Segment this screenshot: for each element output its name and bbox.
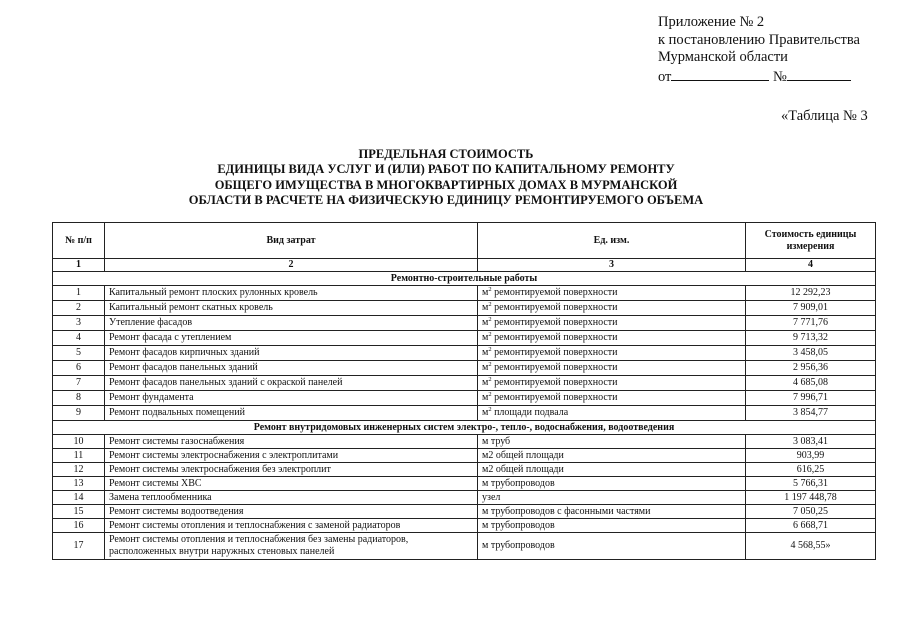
title-line-1: ПРЕДЕЛЬНАЯ СТОИМОСТЬ: [358, 147, 534, 161]
row-number: 4: [53, 331, 105, 346]
unit-cost: 3 458,05: [746, 346, 876, 361]
column-number-row: [53, 259, 876, 272]
work-type: Ремонт системы отопления и теплоснабжения без замены радиаторов, расположенных внутри наружных стеновых панелей: [105, 533, 478, 560]
work-type: Ремонт системы ХВС: [105, 477, 478, 491]
section-title: Ремонтно-строительные работы: [53, 272, 876, 286]
row-number: 10: [53, 435, 105, 449]
annex-block: [658, 14, 860, 86]
row-number: 17: [53, 533, 105, 560]
header-name: Вид затрат: [105, 223, 478, 259]
work-type: Замена теплообменника: [105, 491, 478, 505]
unit-text: ремонтируемой поверхности: [491, 347, 618, 358]
unit-cell: [478, 519, 746, 533]
unit-superscript: 2: [488, 391, 492, 398]
table-header-row: [53, 223, 876, 259]
table-row: [53, 316, 876, 331]
table-body: [53, 272, 876, 560]
column-number: 4: [746, 259, 876, 272]
work-type: Ремонт фасадов панельных зданий: [105, 361, 478, 376]
unit-cell: [478, 449, 746, 463]
unit-prefix: м: [482, 392, 489, 403]
row-number: 2: [53, 301, 105, 316]
work-type: Ремонт фасадов панельных зданий с окраской панелей: [105, 376, 478, 391]
unit-cost: 7 771,76: [746, 316, 876, 331]
row-number: 16: [53, 519, 105, 533]
row-number: 8: [53, 391, 105, 406]
unit-prefix: м: [482, 302, 489, 313]
work-type: Ремонт подвальных помещений: [105, 406, 478, 421]
row-number: 9: [53, 406, 105, 421]
table-row: [53, 491, 876, 505]
unit-cell: [478, 477, 746, 491]
unit-cell: [478, 391, 746, 406]
work-type: Ремонт фасада с утеплением: [105, 331, 478, 346]
table-row: [53, 449, 876, 463]
unit-cost: 7 050,25: [746, 505, 876, 519]
table-row: [53, 505, 876, 519]
table-row: [53, 301, 876, 316]
unit-cell: [478, 491, 746, 505]
work-type: Капитальный ремонт скатных кровель: [105, 301, 478, 316]
unit-text: ремонтируемой поверхности: [491, 392, 618, 403]
table-row: [53, 286, 876, 301]
table-row: [53, 406, 876, 421]
column-number: 1: [53, 259, 105, 272]
table-row: [53, 533, 876, 560]
unit-cell: [478, 505, 746, 519]
unit-cell: [478, 406, 746, 421]
unit-superscript: 2: [488, 361, 492, 368]
annex-from-label: от: [658, 68, 672, 85]
date-blank-line: [671, 67, 769, 81]
unit-cell: [478, 361, 746, 376]
row-number: 14: [53, 491, 105, 505]
table-row: [53, 435, 876, 449]
unit-text: узел: [482, 491, 501, 503]
unit-cell: [478, 533, 746, 560]
unit-text: ремонтируемой поверхности: [491, 317, 618, 328]
unit-text: м труб: [482, 435, 511, 447]
unit-prefix: м: [482, 362, 489, 373]
unit-text: м трубопроводов: [482, 519, 555, 531]
unit-prefix: м: [482, 407, 489, 418]
unit-text: ремонтируемой поверхности: [491, 362, 618, 373]
unit-cost: 3 854,77: [746, 406, 876, 421]
unit-cell: [478, 331, 746, 346]
unit-cost: 7 996,71: [746, 391, 876, 406]
unit-text: ремонтируемой поверхности: [491, 332, 618, 343]
unit-prefix: м: [482, 347, 489, 358]
unit-text: м2 общей площади: [482, 463, 564, 475]
annex-line-2: к постановлению Правительства: [658, 31, 860, 48]
work-type: Ремонт системы электроснабжения без электроплит: [105, 463, 478, 477]
row-number: 13: [53, 477, 105, 491]
row-number: 5: [53, 346, 105, 361]
unit-cost: 4 568,55»: [746, 533, 876, 560]
unit-cost: 3 083,41: [746, 435, 876, 449]
work-type: Ремонт системы электроснабжения с электроплитами: [105, 449, 478, 463]
unit-prefix: м: [482, 377, 489, 388]
unit-cell: [478, 286, 746, 301]
row-number: 1: [53, 286, 105, 301]
unit-superscript: 2: [488, 301, 492, 308]
row-number: 12: [53, 463, 105, 477]
unit-cost: 4 685,08: [746, 376, 876, 391]
unit-cell: [478, 435, 746, 449]
unit-cost: 12 292,23: [746, 286, 876, 301]
unit-cell: [478, 376, 746, 391]
unit-cost: 5 766,31: [746, 477, 876, 491]
work-type: Ремонт фасадов кирпичных зданий: [105, 346, 478, 361]
table-row: [53, 376, 876, 391]
unit-text: ремонтируемой поверхности: [491, 287, 618, 298]
work-type: Ремонт фундамента: [105, 391, 478, 406]
unit-cost: 9 713,32: [746, 331, 876, 346]
table-row: [53, 519, 876, 533]
table-reference: «Таблица № 3: [781, 108, 868, 124]
work-type: Ремонт системы газоснабжения: [105, 435, 478, 449]
unit-cost: 1 197 448,78: [746, 491, 876, 505]
unit-text: площади подвала: [491, 407, 569, 418]
row-number: 7: [53, 376, 105, 391]
unit-cell: [478, 463, 746, 477]
number-blank-line: [787, 67, 851, 81]
header-unit: Ед. изм.: [478, 223, 746, 259]
unit-superscript: 2: [488, 286, 492, 293]
document-title: [100, 147, 792, 209]
table-row: [53, 361, 876, 376]
unit-cell: [478, 301, 746, 316]
section-header-row: [53, 421, 876, 435]
unit-text: ремонтируемой поверхности: [491, 302, 618, 313]
header-num: № п/п: [53, 223, 105, 259]
header-cost: Стоимость единицы измерения: [746, 223, 876, 259]
section-title: Ремонт внутридомовых инженерных систем электро-, тепло-, водоснабжения, водоотведения: [53, 421, 876, 435]
unit-superscript: 2: [488, 406, 492, 413]
unit-text: м2 общей площади: [482, 449, 564, 461]
row-number: 15: [53, 505, 105, 519]
unit-prefix: м: [482, 332, 489, 343]
title-line-4: ОБЛАСТИ В РАСЧЕТЕ НА ФИЗИЧЕСКУЮ ЕДИНИЦУ РЕМОНТИРУЕМОГО ОБЪЕМА: [188, 193, 704, 208]
column-number: 2: [105, 259, 478, 272]
unit-text: м трубопроводов с фасонными частями: [482, 505, 651, 517]
work-type: Капитальный ремонт плоских рулонных кровель: [105, 286, 478, 301]
unit-superscript: 2: [488, 346, 492, 353]
row-number: 6: [53, 361, 105, 376]
table-row: [53, 331, 876, 346]
row-number: 11: [53, 449, 105, 463]
column-number: 3: [478, 259, 746, 272]
unit-text: м трубопроводов: [482, 477, 555, 489]
work-type: Ремонт системы отопления и теплоснабжения с заменой радиаторов: [105, 519, 478, 533]
unit-cost: 903,99: [746, 449, 876, 463]
table-row: [53, 346, 876, 361]
table-row: [53, 477, 876, 491]
row-number: 3: [53, 316, 105, 331]
unit-cell: [478, 346, 746, 361]
unit-prefix: м: [482, 287, 489, 298]
section-header-row: [53, 272, 876, 286]
cost-table: [52, 222, 876, 560]
unit-cost: 2 956,36: [746, 361, 876, 376]
unit-superscript: 2: [488, 376, 492, 383]
annex-number-label: №: [773, 68, 787, 85]
annex-line-3: Мурманской области: [658, 49, 788, 65]
unit-superscript: 2: [488, 331, 492, 338]
work-type: Ремонт системы водоотведения: [105, 505, 478, 519]
unit-prefix: м: [482, 317, 489, 328]
annex-line-1: Приложение № 2: [658, 14, 765, 30]
annex-line-4: [658, 67, 860, 87]
unit-cell: [478, 316, 746, 331]
unit-superscript: 2: [488, 316, 492, 323]
unit-cost: 616,25: [746, 463, 876, 477]
work-type: Утепление фасадов: [105, 316, 478, 331]
table-row: [53, 391, 876, 406]
unit-cost: 6 668,71: [746, 519, 876, 533]
title-line-2: ЕДИНИЦЫ ВИДА УСЛУГ И (ИЛИ) РАБОТ ПО КАПИТАЛЬНОМУ РЕМОНТУ: [217, 162, 675, 177]
unit-text: м трубопроводов: [482, 540, 555, 551]
table-row: [53, 463, 876, 477]
unit-text: ремонтируемой поверхности: [491, 377, 618, 388]
unit-cost: 7 909,01: [746, 301, 876, 316]
title-line-3: ОБЩЕГО ИМУЩЕСТВА В МНОГОКВАРТИРНЫХ ДОМАХ В МУРМАНСКОЙ: [214, 177, 678, 192]
